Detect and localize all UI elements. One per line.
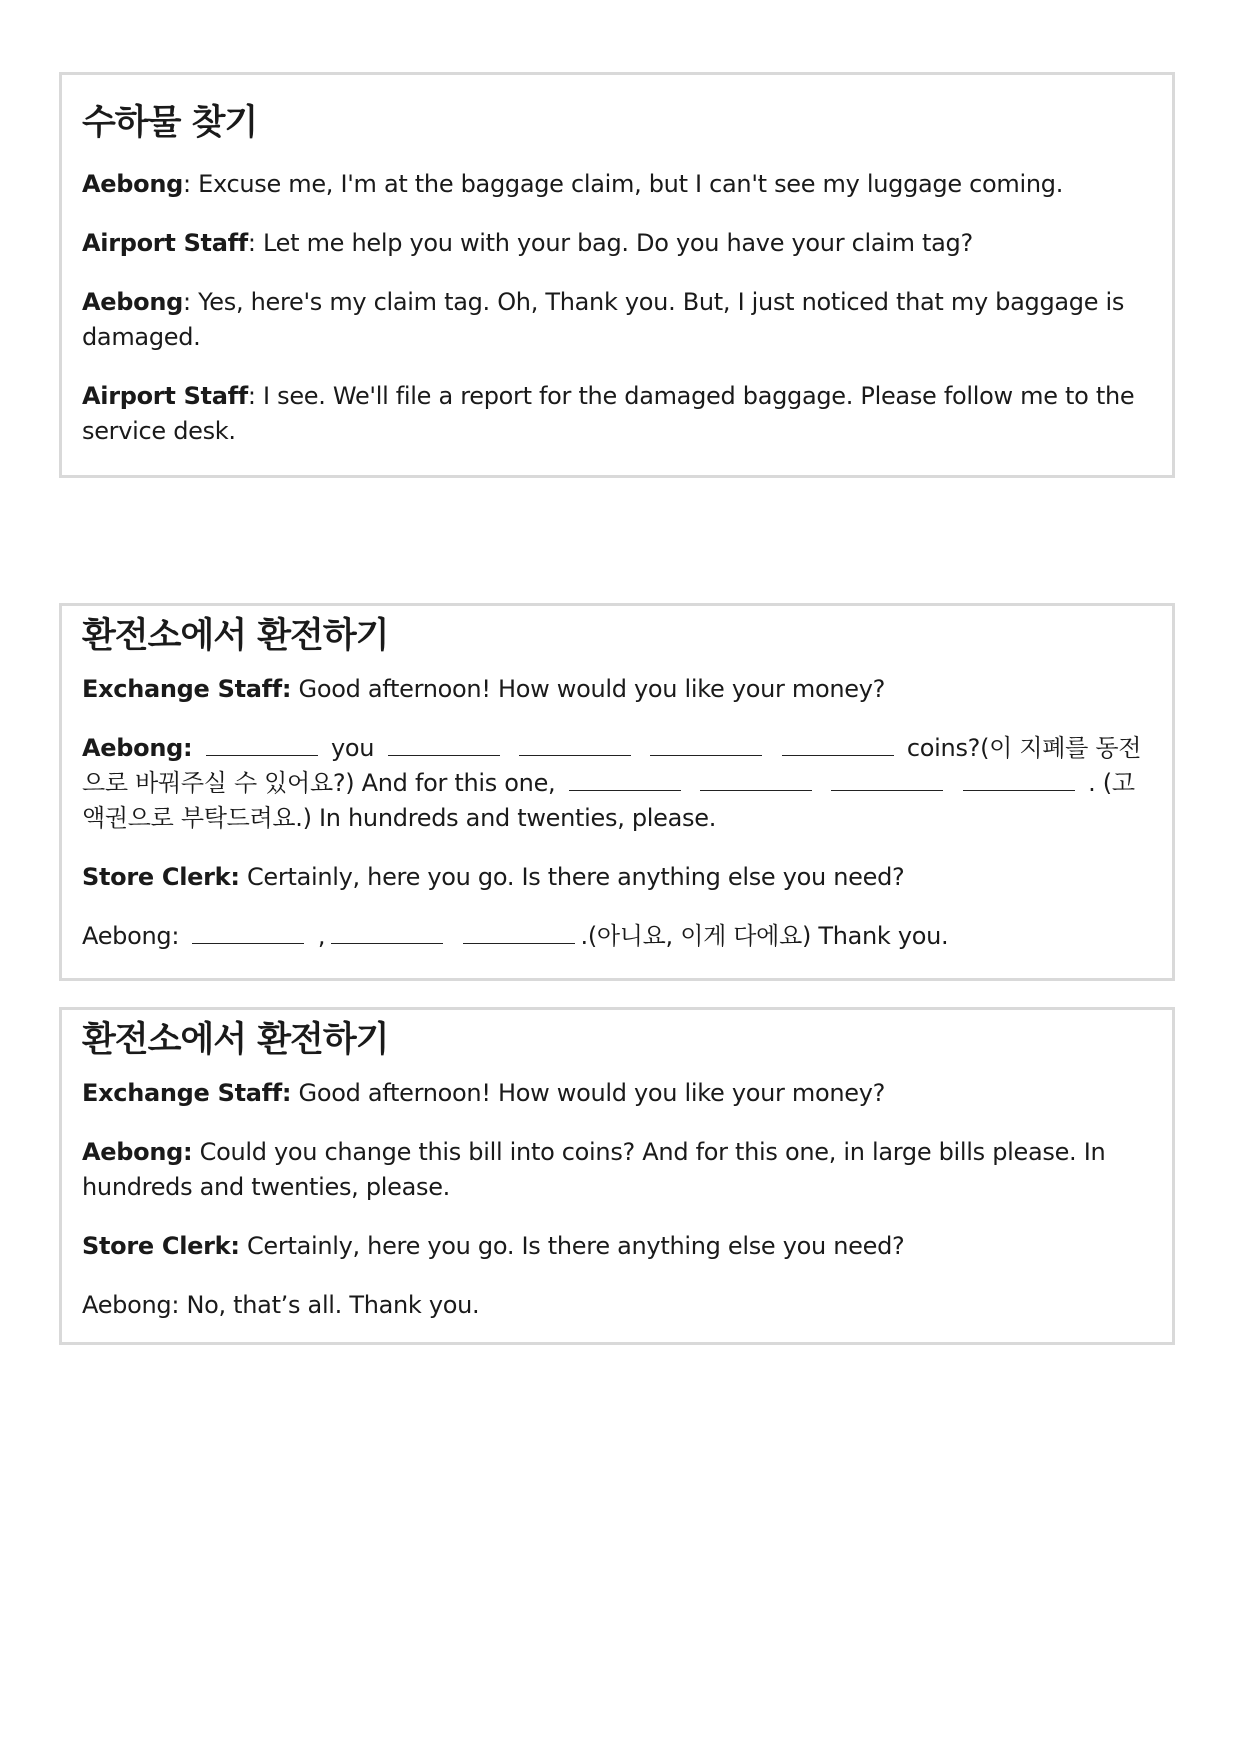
baggage-claim-card bbox=[59, 72, 1175, 478]
dialogue-line: Aebong: No, that’s all. Thank you. bbox=[82, 1291, 480, 1319]
card-title: 수하물 찾기 bbox=[82, 103, 258, 143]
dialogue-line bbox=[82, 860, 1152, 895]
speaker: Exchange Staff: bbox=[82, 1079, 292, 1107]
blank[interactable] bbox=[192, 921, 304, 944]
line-text: Good afternoon! How would you like your money? bbox=[291, 1079, 886, 1107]
line-text: : Let me help you with your bag. Do you have your claim tag? bbox=[247, 229, 973, 257]
speaker: Aebong: bbox=[82, 734, 193, 762]
speaker: Airport Staff bbox=[82, 229, 248, 257]
line-text: Certainly, here you go. Is there anything else you need? bbox=[239, 863, 905, 891]
card-title: 환전소에서 환전하기 bbox=[82, 616, 389, 656]
blank[interactable] bbox=[463, 921, 575, 944]
speaker: Airport Staff bbox=[82, 382, 248, 410]
speaker: Exchange Staff: bbox=[82, 675, 292, 703]
line-text: : Yes, here's my claim tag. Oh, Thank you. But, I just noticed that my baggage is damaged. bbox=[82, 288, 1125, 351]
line-text: Certainly, here you go. Is there anything else you need? bbox=[239, 1232, 905, 1260]
blank[interactable] bbox=[569, 768, 681, 791]
blank[interactable] bbox=[650, 733, 762, 756]
line-text: .(아니요, 이게 다에요) Thank you. bbox=[580, 922, 949, 950]
dialogue-line bbox=[82, 1135, 1152, 1205]
speaker: Aebong bbox=[82, 288, 183, 316]
blank[interactable] bbox=[331, 921, 443, 944]
line-text: Good afternoon! How would you like your money? bbox=[291, 675, 886, 703]
blank[interactable] bbox=[519, 733, 631, 756]
speaker: Aebong bbox=[82, 170, 183, 198]
line-text: Could you change this bill into coins? And for this one, in large bills please. In hundreds and twenties, please. bbox=[82, 1138, 1106, 1201]
exchange-exercise-card bbox=[59, 603, 1175, 981]
dialogue-line bbox=[82, 1229, 1152, 1264]
blank[interactable] bbox=[388, 733, 500, 756]
blank[interactable] bbox=[831, 768, 943, 791]
exchange-answer-card bbox=[59, 1007, 1175, 1345]
speaker: Aebong: bbox=[82, 1138, 193, 1166]
speaker: Store Clerk: bbox=[82, 1232, 240, 1260]
blank[interactable] bbox=[782, 733, 894, 756]
blank[interactable] bbox=[963, 768, 1075, 791]
line-text: , bbox=[317, 922, 326, 950]
speaker: Aebong: bbox=[82, 922, 180, 950]
line-text: you bbox=[330, 734, 375, 762]
dialogue-line bbox=[82, 919, 1152, 954]
speaker: Store Clerk: bbox=[82, 863, 240, 891]
line-text: coins?(이 지폐를 동전으로 바꿔주실 수 있어요?) And for this one, bbox=[82, 734, 1142, 797]
dialogue-line bbox=[82, 226, 1152, 261]
dialogue-line bbox=[82, 731, 1152, 836]
line-text: : I see. We'll file a report for the damaged baggage. Please follow me to the service desk. bbox=[82, 382, 1135, 445]
blank[interactable] bbox=[700, 768, 812, 791]
dialogue-line bbox=[82, 285, 1152, 355]
line-text: : Excuse me, I'm at the baggage claim, but I can't see my luggage coming. bbox=[183, 170, 1064, 198]
dialogue-line bbox=[82, 167, 1152, 202]
dialogue-line bbox=[82, 1076, 1152, 1111]
dialogue-line bbox=[82, 672, 1152, 707]
line-text: . (고액권으로 부탁드려요.) In hundreds and twenties, please. bbox=[82, 769, 1135, 832]
card-title: 환전소에서 환전하기 bbox=[82, 1020, 389, 1060]
blank[interactable] bbox=[206, 733, 318, 756]
dialogue-line bbox=[82, 379, 1152, 449]
